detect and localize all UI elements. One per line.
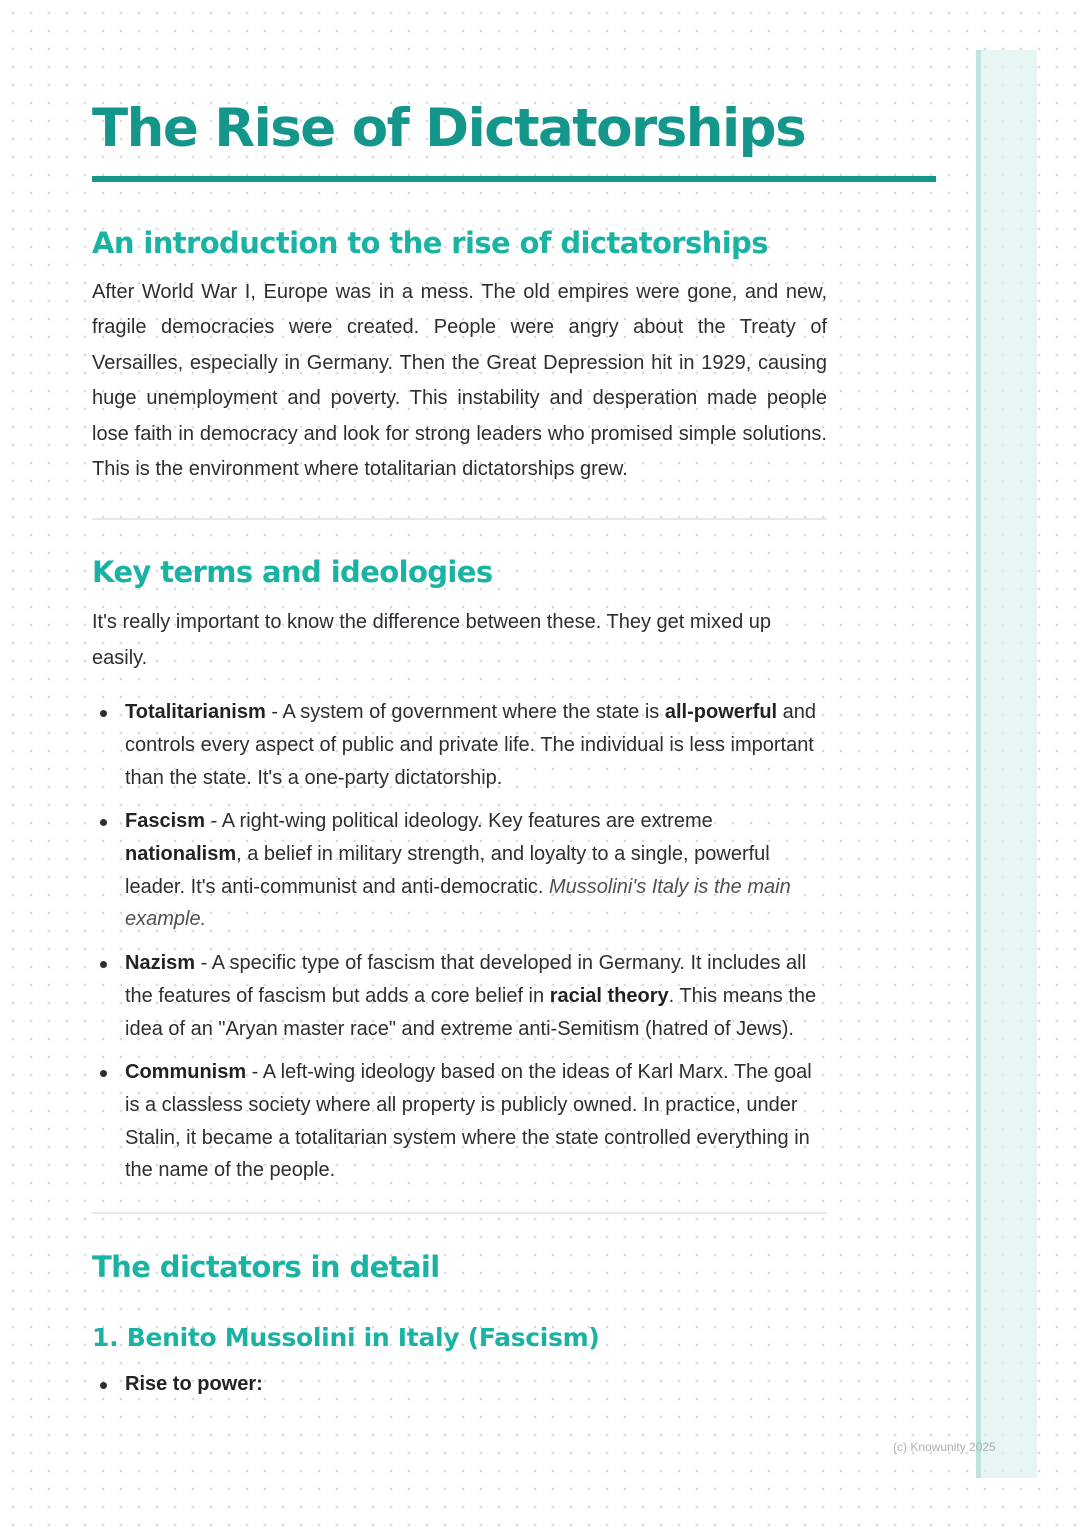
bullet-icon — [100, 961, 107, 968]
section-heading-intro: An introduction to the rise of dictatorships — [92, 226, 768, 260]
subheading-mussolini: 1. Benito Mussolini in Italy (Fascism) — [92, 1323, 600, 1353]
list-item — [92, 1368, 827, 1401]
section-divider — [92, 518, 827, 520]
copyright-notice: (c) Knowunity 2025 — [893, 1440, 996, 1454]
bullet-icon — [100, 1382, 107, 1389]
list-item: Communism - A left-wing ideology based on the ideas of Karl Marx. The goal is a classless society where all property is publicly owned. In practice, under Stalin, it became a totalitarian system where the state controlled everything in the name of the people. — [92, 1056, 827, 1187]
title-underline — [92, 176, 936, 182]
bullet-icon — [100, 819, 107, 826]
key-terms-intro: It's really important to know the difference between these. They get mixed up easily. — [92, 611, 772, 669]
section-divider — [92, 1212, 827, 1214]
margin-strip — [976, 50, 1037, 1478]
bullet-icon — [100, 1070, 107, 1077]
mussolini-list — [92, 1368, 827, 1401]
key-terms-list — [92, 696, 827, 1187]
document-body — [92, 95, 936, 1412]
rise-to-power-label: Rise to power: — [125, 1373, 263, 1396]
term-name: Nazism — [125, 952, 196, 975]
term-name: Fascism — [125, 810, 206, 833]
page-title: The Rise of Dictatorships — [92, 98, 806, 159]
list-item: Nazism - A specific type of fascism that developed in Germany. It includes all the features of fascism but adds a core belief in racial theory. This means the idea of an "Aryan master race" and extreme anti-Semitism (hatred of Jews). — [92, 947, 827, 1045]
bullet-icon — [100, 710, 107, 717]
list-item: Totalitarianism - A system of government where the state is all-powerful and controls every aspect of public and private life. The individual is less important than the state. It's a one-party dictatorship. — [92, 696, 827, 794]
intro-paragraph: After World War I, Europe was in a mess. The old empires were gone, and new, fragile democracies were created. People were angry about the Treaty of Versailles, especially in Germany. Then the Great Depression hit in 1929, causing huge unemployment and poverty. This instability and desperation made people lose faith in democracy and look for strong leaders who promised simple solutions. This is the environment where totalitarian dictatorships grew. — [92, 281, 827, 481]
term-name: Communism — [125, 1061, 247, 1084]
list-item: Fascism - A right-wing political ideology. Key features are extreme nationalism, a belief in military strength, and loyalty to a single, powerful leader. It's anti-communist and anti-democratic. Mussolini's Italy is the main example. — [92, 805, 827, 936]
term-name: Totalitarianism — [125, 701, 266, 724]
section-heading-key-terms: Key terms and ideologies — [92, 555, 493, 590]
section-heading-dictators: The dictators in detail — [92, 1250, 440, 1285]
